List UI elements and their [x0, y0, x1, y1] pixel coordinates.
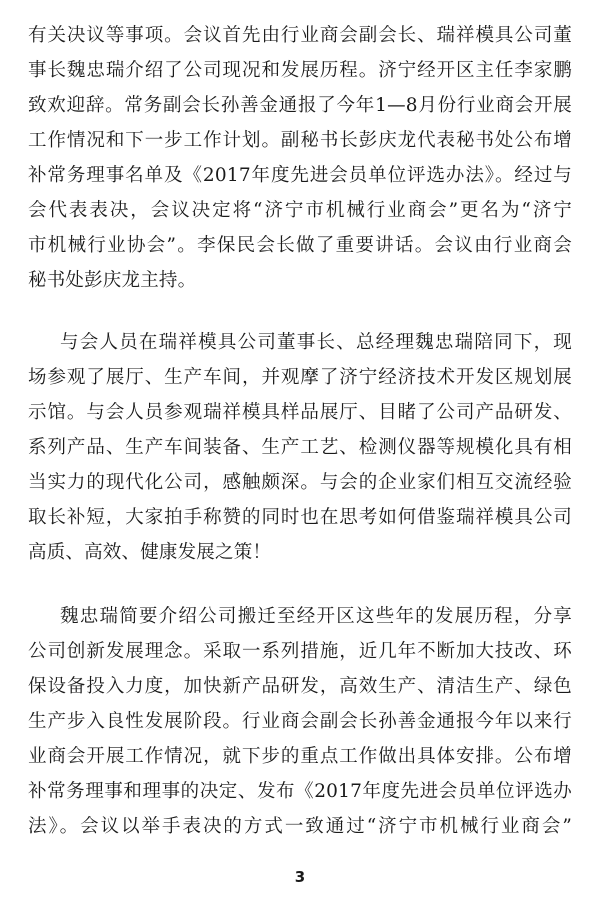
text-line: 场参观了展厅、生产车间，并观摩了济宁经济技术开发区规划展 — [28, 367, 572, 388]
text-line: 系列产品、生产车间装备、生产工艺、检测仪器等规模化具有相 — [28, 437, 572, 458]
text-line: 保设备投入力度，加快新产品研发，高效生产、清洁生产、绿色 — [28, 676, 572, 697]
text-line: 高质、高效、健康发展之策！ — [28, 542, 272, 563]
text-line: 生产步入良性发展阶段。行业商会副会长孙善金通报今年以来行 — [28, 711, 572, 732]
text-line: 秘书处彭庆龙主持。 — [28, 270, 197, 291]
text-line: 魏忠瑞简要介绍公司搬迁至经开区这些年的发展历程，分享 — [60, 606, 572, 627]
page-number: 3 — [294, 868, 306, 886]
text-line: 公司创新发展理念。采取一系列措施，近几年不断加大技改、环 — [28, 641, 572, 662]
text-line: 补常务理事名单及《2017年度先进会员单位评选办法》。经过与 — [28, 165, 572, 186]
text-line: 工作情况和下一步工作计划。副秘书长彭庆龙代表秘书处公布增 — [28, 130, 572, 151]
text-line: 业商会开展工作情况，就下步的重点工作做出具体安排。公布增 — [28, 746, 572, 767]
text-line: 市机械行业协会”。李保民会长做了重要讲话。会议由行业商会 — [28, 235, 572, 256]
text-line: 致欢迎辞。常务副会长孙善金通报了今年1—8月份行业商会开展 — [28, 95, 572, 116]
text-line: 与会人员在瑞祥模具公司董事长、总经理魏忠瑞陪同下，现 — [60, 332, 572, 353]
text-line: 事长魏忠瑞介绍了公司现况和发展历程。济宁经开区主任李家鹏 — [28, 60, 572, 81]
text-line: 法》。会议以举手表决的方式一致通过“济宁市机械行业商会” — [28, 816, 572, 837]
text-line: 补常务理事和理事的决定、发布《2017年度先进会员单位评选办 — [28, 781, 572, 802]
text-line: 当实力的现代化公司，感触颇深。与会的企业家们相互交流经验 — [28, 472, 572, 493]
text-line: 示馆。与会人员参观瑞祥模具样品展厅、目睹了公司产品研发、 — [28, 402, 572, 423]
text-line: 取长补短，大家拍手称赞的同时也在思考如何借鉴瑞祥模具公司 — [28, 507, 572, 528]
text-line: 会代表表决，会议决定将“济宁市机械行业商会”更名为“济宁 — [28, 200, 572, 221]
text-line: 有关决议等事项。会议首先由行业商会副会长、瑞祥模具公司董 — [28, 25, 572, 46]
